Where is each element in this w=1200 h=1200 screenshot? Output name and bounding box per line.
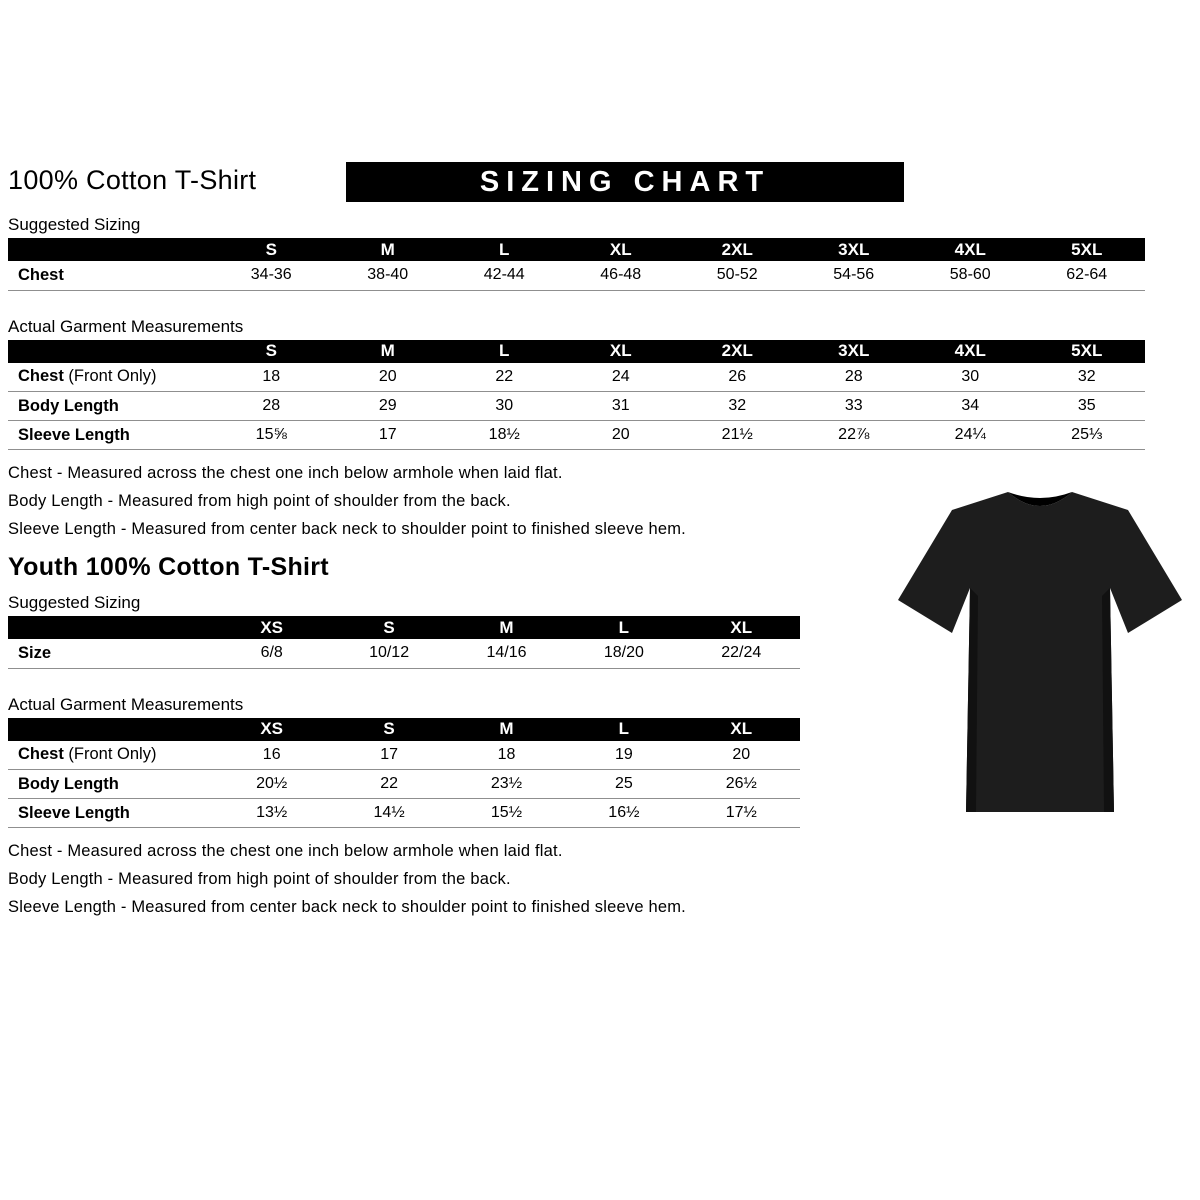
size-header-row [8,616,800,639]
size-column-header: S [213,238,330,261]
size-column-header: XS [213,718,330,741]
size-column-header: L [446,238,563,261]
row-label: Chest (Front Only) [8,363,213,392]
row-label: Size [8,639,213,668]
measurement-cell: 23½ [448,770,565,799]
measurement-cell: 46-48 [563,261,680,290]
measurement-cell: 20 [563,421,680,450]
size-column-header: 4XL [912,340,1029,363]
size-header-spacer [8,616,213,639]
header-row [8,160,1148,204]
size-column-header: S [330,718,447,741]
adult-actual-measurements-table [8,340,1145,451]
measurement-cell: 22 [446,363,563,392]
note-line: Chest - Measured across the chest one inch below armhole when laid flat. [8,464,563,482]
size-column-header: 5XL [1029,340,1146,363]
measurement-cell: 18½ [446,421,563,450]
size-column-header: 5XL [1029,238,1146,261]
size-column-header: M [330,340,447,363]
table-row [8,741,800,770]
adult-actual-measurements-label: Actual Garment Measurements [8,316,244,336]
adult-suggested-sizing-label: Suggested Sizing [8,215,141,234]
measurement-cell: 35 [1029,392,1146,421]
size-column-header: XL [683,616,800,639]
measurement-cell: 50-52 [679,261,796,290]
measurement-cell: 16 [213,741,330,770]
table-row [8,363,1145,392]
measurement-cell: 6/8 [213,639,330,668]
table-row [8,261,1145,290]
measurement-cell: 18 [213,363,330,392]
measurement-cell: 42-44 [446,261,563,290]
note-line: Chest - Measured across the chest one inch below armhole when laid flat. [8,842,563,860]
measurement-cell: 21½ [679,421,796,450]
table-row [8,421,1145,450]
size-column-header: L [446,340,563,363]
measurement-cell: 24 [563,363,680,392]
measurement-cell: 16½ [565,799,682,828]
measurement-cell: 22/24 [683,639,800,668]
size-column-header: XL [563,238,680,261]
measurement-cell: 34-36 [213,261,330,290]
note-line: Sleeve Length - Measured from center back neck to shoulder point to finished sleeve hem. [8,520,686,538]
note-line: Body Length - Measured from high point of shoulder from the back. [8,492,511,510]
measurement-cell: 22⅞ [796,421,913,450]
size-column-header: XL [563,340,680,363]
size-header-spacer [8,340,213,363]
size-header-row [8,340,1145,363]
measurement-cell: 32 [1029,363,1146,392]
row-label: Chest [8,261,213,290]
measurement-cell: 17½ [683,799,800,828]
measurement-cell: 19 [565,741,682,770]
tshirt-graphic-svg [890,470,1190,830]
measurement-cell: 38-40 [330,261,447,290]
youth-suggested-sizing-label: Suggested Sizing [8,593,141,612]
youth-actual-measurements-label: Actual Garment Measurements [8,694,244,714]
measurement-cell: 62-64 [1029,261,1146,290]
table-row [8,392,1145,421]
size-column-header: 4XL [912,238,1029,261]
measurement-cell: 13½ [213,799,330,828]
size-column-header: 3XL [796,340,913,363]
measurement-cell: 15½ [448,799,565,828]
measurement-cell: 31 [563,392,680,421]
measurement-cell: 28 [213,392,330,421]
size-column-header: M [448,718,565,741]
measurement-cell: 18 [448,741,565,770]
adult-product-title: 100% Cotton T-Shirt [8,165,257,195]
size-column-header: M [448,616,565,639]
size-column-header: 2XL [679,340,796,363]
size-column-header: L [565,616,682,639]
size-header-row [8,238,1145,261]
measurement-cell: 25⅓ [1029,421,1146,450]
adult-suggested-sizing-table [8,238,1145,291]
table-row [8,770,800,799]
measurement-cell: 26 [679,363,796,392]
size-column-header: 3XL [796,238,913,261]
measurement-cell: 34 [912,392,1029,421]
size-column-header: S [330,616,447,639]
row-label: Body Length [8,770,213,799]
measurement-cell: 10/12 [330,639,447,668]
measurement-cell: 14½ [330,799,447,828]
size-column-header: XS [213,616,330,639]
row-label: Sleeve Length [8,799,213,828]
row-label: Sleeve Length [8,421,213,450]
measurement-cell: 20 [683,741,800,770]
measurement-cell: 20½ [213,770,330,799]
measurement-cell: 17 [330,741,447,770]
measurement-cell: 26½ [683,770,800,799]
measurement-cell: 25 [565,770,682,799]
note-line: Body Length - Measured from high point of shoulder from the back. [8,870,511,888]
measurement-cell: 18/20 [565,639,682,668]
measurement-cell: 30 [912,363,1029,392]
measurement-cell: 54-56 [796,261,913,290]
size-column-header: 2XL [679,238,796,261]
youth-product-title: Youth 100% Cotton T-Shirt [8,553,329,581]
youth-actual-measurements-table [8,718,800,829]
table-row [8,799,800,828]
black-tshirt-image [890,470,1190,830]
size-column-header: S [213,340,330,363]
measurement-cell: 29 [330,392,447,421]
row-label: Chest (Front Only) [8,741,213,770]
size-header-row [8,718,800,741]
measurement-cell: 32 [679,392,796,421]
size-column-header: L [565,718,682,741]
measurement-cell: 20 [330,363,447,392]
measurement-cell: 15⅝ [213,421,330,450]
measurement-cell: 17 [330,421,447,450]
table-row [8,639,800,668]
measurement-cell: 28 [796,363,913,392]
row-label: Body Length [8,392,213,421]
measurement-cell: 30 [446,392,563,421]
measurement-cell: 33 [796,392,913,421]
measurement-cell: 24¼ [912,421,1029,450]
youth-suggested-sizing-table [8,616,800,669]
sizing-chart-banner: SIZING CHART [346,162,904,202]
size-header-spacer [8,238,213,261]
youth-measurement-notes [8,842,1148,917]
note-line: Sleeve Length - Measured from center back neck to shoulder point to finished sleeve hem. [8,898,686,916]
measurement-cell: 22 [330,770,447,799]
size-column-header: M [330,238,447,261]
size-column-header: XL [683,718,800,741]
measurement-cell: 14/16 [448,639,565,668]
size-header-spacer [8,718,213,741]
measurement-cell: 58-60 [912,261,1029,290]
